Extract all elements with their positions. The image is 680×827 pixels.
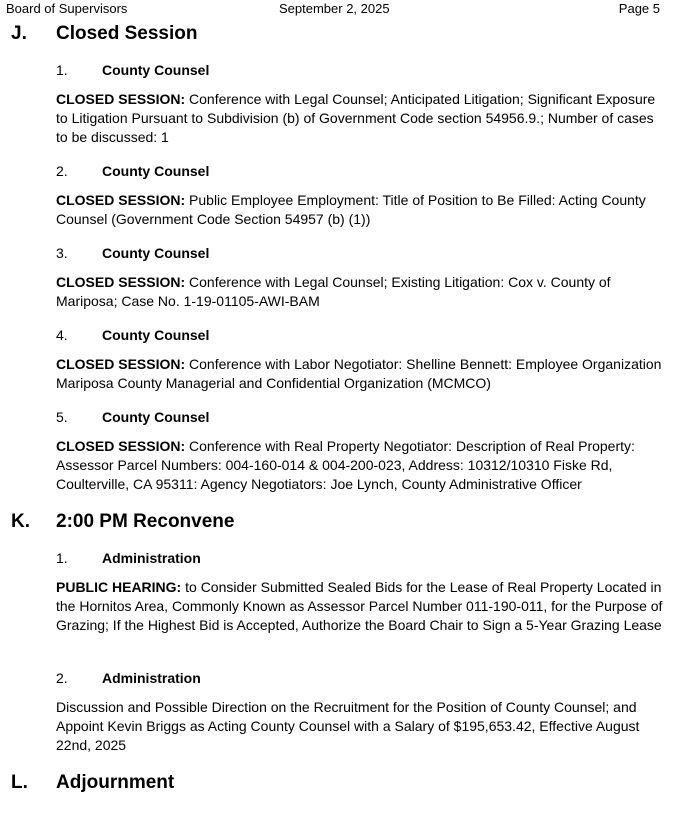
agenda-item-j1-heading (56, 61, 666, 79)
item-text: Public Employee Employment: Title of Position to Be Filled: Acting County Counsel (Government Code Section 54957 (b) (1)) (56, 192, 646, 227)
agenda-item-k2-description (56, 698, 668, 755)
item-lead: CLOSED SESSION: (56, 91, 186, 107)
item-lead: CLOSED SESSION: (56, 356, 186, 372)
item-number: 1. (56, 550, 68, 566)
item-text: Conference with Legal Counsel; Anticipated Litigation; Significant Exposure to Litigation Pursuant to Subdivision (b) of Government Code section 54956.9.; Number of cases to be discussed: 1 (56, 91, 656, 145)
item-title: Administration (102, 550, 201, 566)
item-number: 2. (56, 670, 68, 686)
item-text: Conference with Labor Negotiator: Shelline Bennett: Employee Organization Mariposa County Managerial and Confidential Organization (MCMCO) (56, 356, 662, 391)
item-lead: CLOSED SESSION: (56, 192, 186, 208)
section-j-heading (11, 21, 661, 47)
section-letter: K. (11, 511, 30, 532)
section-title: Adjournment (56, 772, 175, 793)
section-l-heading (11, 770, 661, 796)
item-number: 3. (56, 245, 68, 261)
item-title: County Counsel (102, 62, 210, 78)
item-text: Discussion and Possible Direction on the Recruitment for the Position of County Counsel; and Appoint Kevin Briggs as Acting County Counsel with a Salary of $195,653.42, Effective August 22nd, 2025 (56, 699, 640, 753)
item-title: County Counsel (102, 245, 210, 261)
item-title: County Counsel (102, 327, 210, 343)
section-title: 2:00 PM Reconvene (56, 511, 235, 532)
item-lead: CLOSED SESSION: (56, 274, 186, 290)
item-text: Conference with Real Property Negotiator: Description of Real Property: Assessor Parcel Numbers: 004-160-014 & 004-200-023, Address: 10312/10310 Fiske Rd, Coulterville, CA 95311: Agency Negotiators: Joe Lynch, County Administrative Officer (56, 438, 635, 492)
item-number: 1. (56, 62, 68, 78)
agenda-item-j3-heading (56, 244, 666, 262)
section-letter: J. (11, 23, 27, 44)
agenda-item-k1-heading (56, 549, 666, 567)
agenda-item-k1-description (56, 578, 668, 635)
section-k-heading (11, 509, 661, 535)
agenda-item-j2-heading (56, 162, 666, 180)
section-title: Closed Session (56, 23, 198, 44)
agenda-item-j5-description (56, 437, 668, 494)
agenda-item-j2-description (56, 191, 668, 229)
header-page-number: Page 5 (618, 1, 660, 16)
section-letter: L. (11, 772, 28, 793)
item-lead: CLOSED SESSION: (56, 438, 186, 454)
item-number: 4. (56, 327, 68, 343)
agenda-item-j4-description (56, 355, 668, 393)
item-title: County Counsel (102, 163, 210, 179)
item-title: County Counsel (102, 409, 210, 425)
item-number: 2. (56, 163, 68, 179)
agenda-item-j1-description (56, 90, 668, 147)
header-date: September 2, 2025 (279, 1, 390, 16)
agenda-item-j4-heading (56, 326, 666, 344)
item-lead: PUBLIC HEARING: (56, 579, 182, 595)
agenda-item-k2-heading (56, 669, 666, 687)
item-text: to Consider Submitted Sealed Bids for the Lease of Real Property Located in the Hornitos Area, Commonly Known as Assessor Parcel Number 011-190-011, for the Purpose of Grazing; If the Highest Bid is Accepted, Authorize the Board Chair to Sign a 5-Year Grazing Lease (56, 579, 663, 633)
agenda-item-j3-description (56, 273, 668, 311)
agenda-item-j5-heading (56, 408, 666, 426)
item-text: Conference with Legal Counsel; Existing Litigation: Cox v. County of Mariposa; Case No. 1-19-01105-AWI-BAM (56, 274, 611, 309)
item-number: 5. (56, 409, 68, 425)
header-board-name: Board of Supervisors (6, 1, 128, 16)
item-title: Administration (102, 670, 201, 686)
